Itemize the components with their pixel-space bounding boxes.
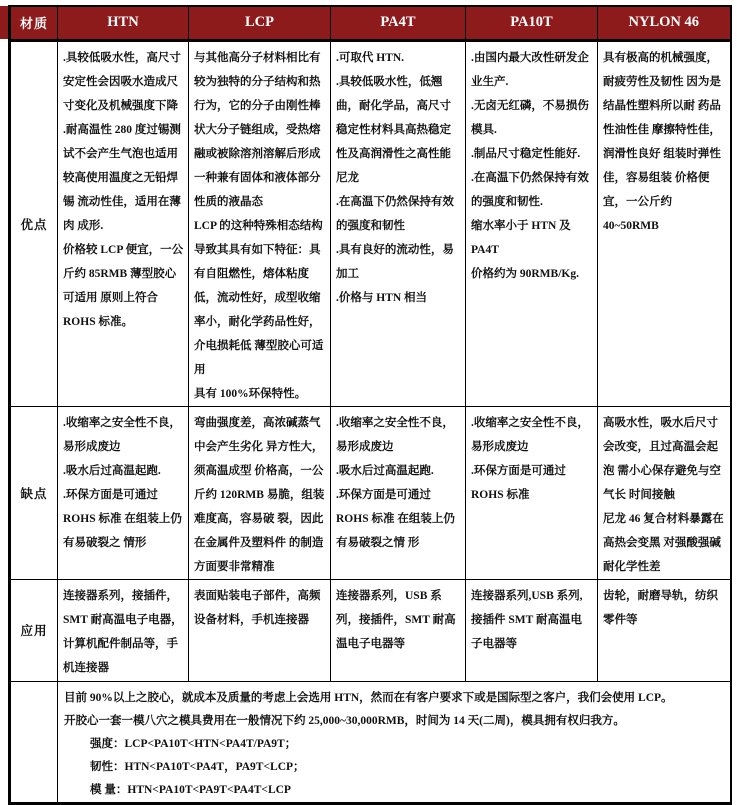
col-header-pa10t: PA10T [466, 6, 598, 40]
row-label-disadvantages: 缺点 [10, 406, 58, 579]
summary-line-toughness-ranking: 韧性：HTN<PA10T<PA4T，PA9T<LCP； [90, 760, 305, 773]
corner-header-material: 材质 [10, 6, 58, 40]
advantages-cell-lcp: 与其他高分子材料相比有较为独特的分子结构和热行为，它的分子由刚性棒状大分子链组成，受热熔融或被除溶剂溶解后形成一种兼有固体和液体部分性质的液晶态 LCP 的这种特殊相态结构导致其具有如下特征：具有自阻燃性，熔体粘度低，流动性好，成型收缩率小，耐化学药品性好，介电损耗低 薄型胶心可适用 具有 100%环保特性。 [189, 40, 331, 406]
col-header-nylon46: NYLON 46 [598, 6, 731, 40]
applications-cell-nylon46: 齿轮，耐磨导轨，纺织零件等 [598, 579, 731, 681]
summary-row [10, 681, 731, 803]
disadvantages-cell-lcp: 弯曲强度差，高浓碱蒸气中会产生劣化 异方性大，须高温成型 价格高，一公斤约 120RMB 易脆，组装难度高，容易破 裂，因此在金属件及塑料件 的制造方面要非常精准 [189, 406, 331, 579]
advantages-row [10, 40, 731, 406]
col-header-lcp: LCP [189, 6, 331, 40]
applications-cell-lcp: 表面贴装电子部件，高频设备材料，手机连接器 [189, 579, 331, 681]
summary-line-strength-ranking: 强度：LCP<PA10T<HTN<PA4T/PA9T； [90, 737, 297, 750]
disadvantages-cell-htn: .收缩率之安全性不良，易形成废边 .吸水后过高温起跑. .环保方面是可通过 ROHS 标准 在组装上仍有易破裂之 情形 [58, 406, 189, 579]
summary-line-selection: 目前 90%以上之胶心，就成本及质量的考虑上会选用 HTN，然而在有客户要求下或是国际型之客户，我们会使用 LCP。 [64, 691, 673, 704]
applications-cell-htn: 连接器系列，接插件，SMT 耐高温电子电器，计算机配件制品等，手机连接器 [58, 579, 189, 681]
table-header-row [10, 6, 731, 40]
summary-line-modulus-ranking: 模 量：HTN<PA10T<PA9T<PA4T<LCP [90, 783, 291, 796]
applications-cell-pa10t: 连接器系列,USB 系列,接插件 SMT 耐高温电子电器等 [466, 579, 598, 681]
summary-line-mold-cost: 开胶心一套一模八穴之模具费用在一般情况下约 25,000~30,000RMB，时间为 14 天(二周)，模具拥有权归我方。 [64, 714, 625, 727]
disadvantages-row [10, 406, 731, 579]
advantages-cell-htn: .具较低吸水性，高尺寸安定性会因吸水造成尺寸变化及机械强度下降 .耐高温性 280 度过锡测试不会产生气泡也适用较高使用温度之无铅焊锡 流动性佳，适用在薄肉 成形. 价格较 LCP 便宜，一公斤约 85RMB 薄型胶心可适用 原则上符合 ROHS 标准。 [58, 40, 189, 406]
row-label-applications: 应用 [10, 579, 58, 681]
summary-row-empty-label [10, 681, 58, 803]
disadvantages-cell-pa10t: .收缩率之安全性不良，易形成废边 .环保方面是可通过 ROHS 标准 [466, 406, 598, 579]
applications-row [10, 579, 731, 681]
applications-cell-pa4t: 连接器系列，USB 系列，接插件，SMT 耐高温电子电器等 [331, 579, 466, 681]
material-comparison-table [8, 5, 732, 805]
col-header-htn: HTN [58, 6, 189, 40]
col-header-pa4t: PA4T [331, 6, 466, 40]
summary-note-cell [58, 681, 731, 803]
advantages-cell-nylon46: 具有极高的机械强度，耐疲劳性及韧性 因为是结晶性塑料所以耐 药品性油性佳 摩擦特性佳，润滑性良好 组装时弹性佳，容易组装 价格便宜，一公斤约 40~50RMB [598, 40, 731, 406]
advantages-cell-pa4t: .可取代 HTN. .具较低吸水性，低翘曲，耐化学品，高尺寸稳定性材料具高热稳定性及高润滑性之高性能尼龙 .在高温下仍然保持有效的强度和韧性 .具有良好的流动性，易加工 .价格与 HTN 相当 [331, 40, 466, 406]
advantages-cell-pa10t: .由国内最大改性研发企业生产. .无卤无红磷，不易损伤模具. .制品尺寸稳定性能好. .在高温下仍然保持有效的强度和韧性. 缩水率小于 HTN 及 PA4T 价格约为 90RMB/Kg. [466, 40, 598, 406]
disadvantages-cell-nylon46: 高吸水性，吸水后尺寸会改变，且过高温会起泡 需小心保存避免与空气长 时间接触 尼龙 46 复合材料暴露在高热会变黑 对强酸强碱耐化学性差 [598, 406, 731, 579]
disadvantages-cell-pa4t: .收缩率之安全性不良，易形成废边 .吸水后过高温起跑. .环保方面是可通过 ROHS 标准 在组装上仍有易破裂之情 形 [331, 406, 466, 579]
row-label-advantages: 优点 [10, 40, 58, 406]
